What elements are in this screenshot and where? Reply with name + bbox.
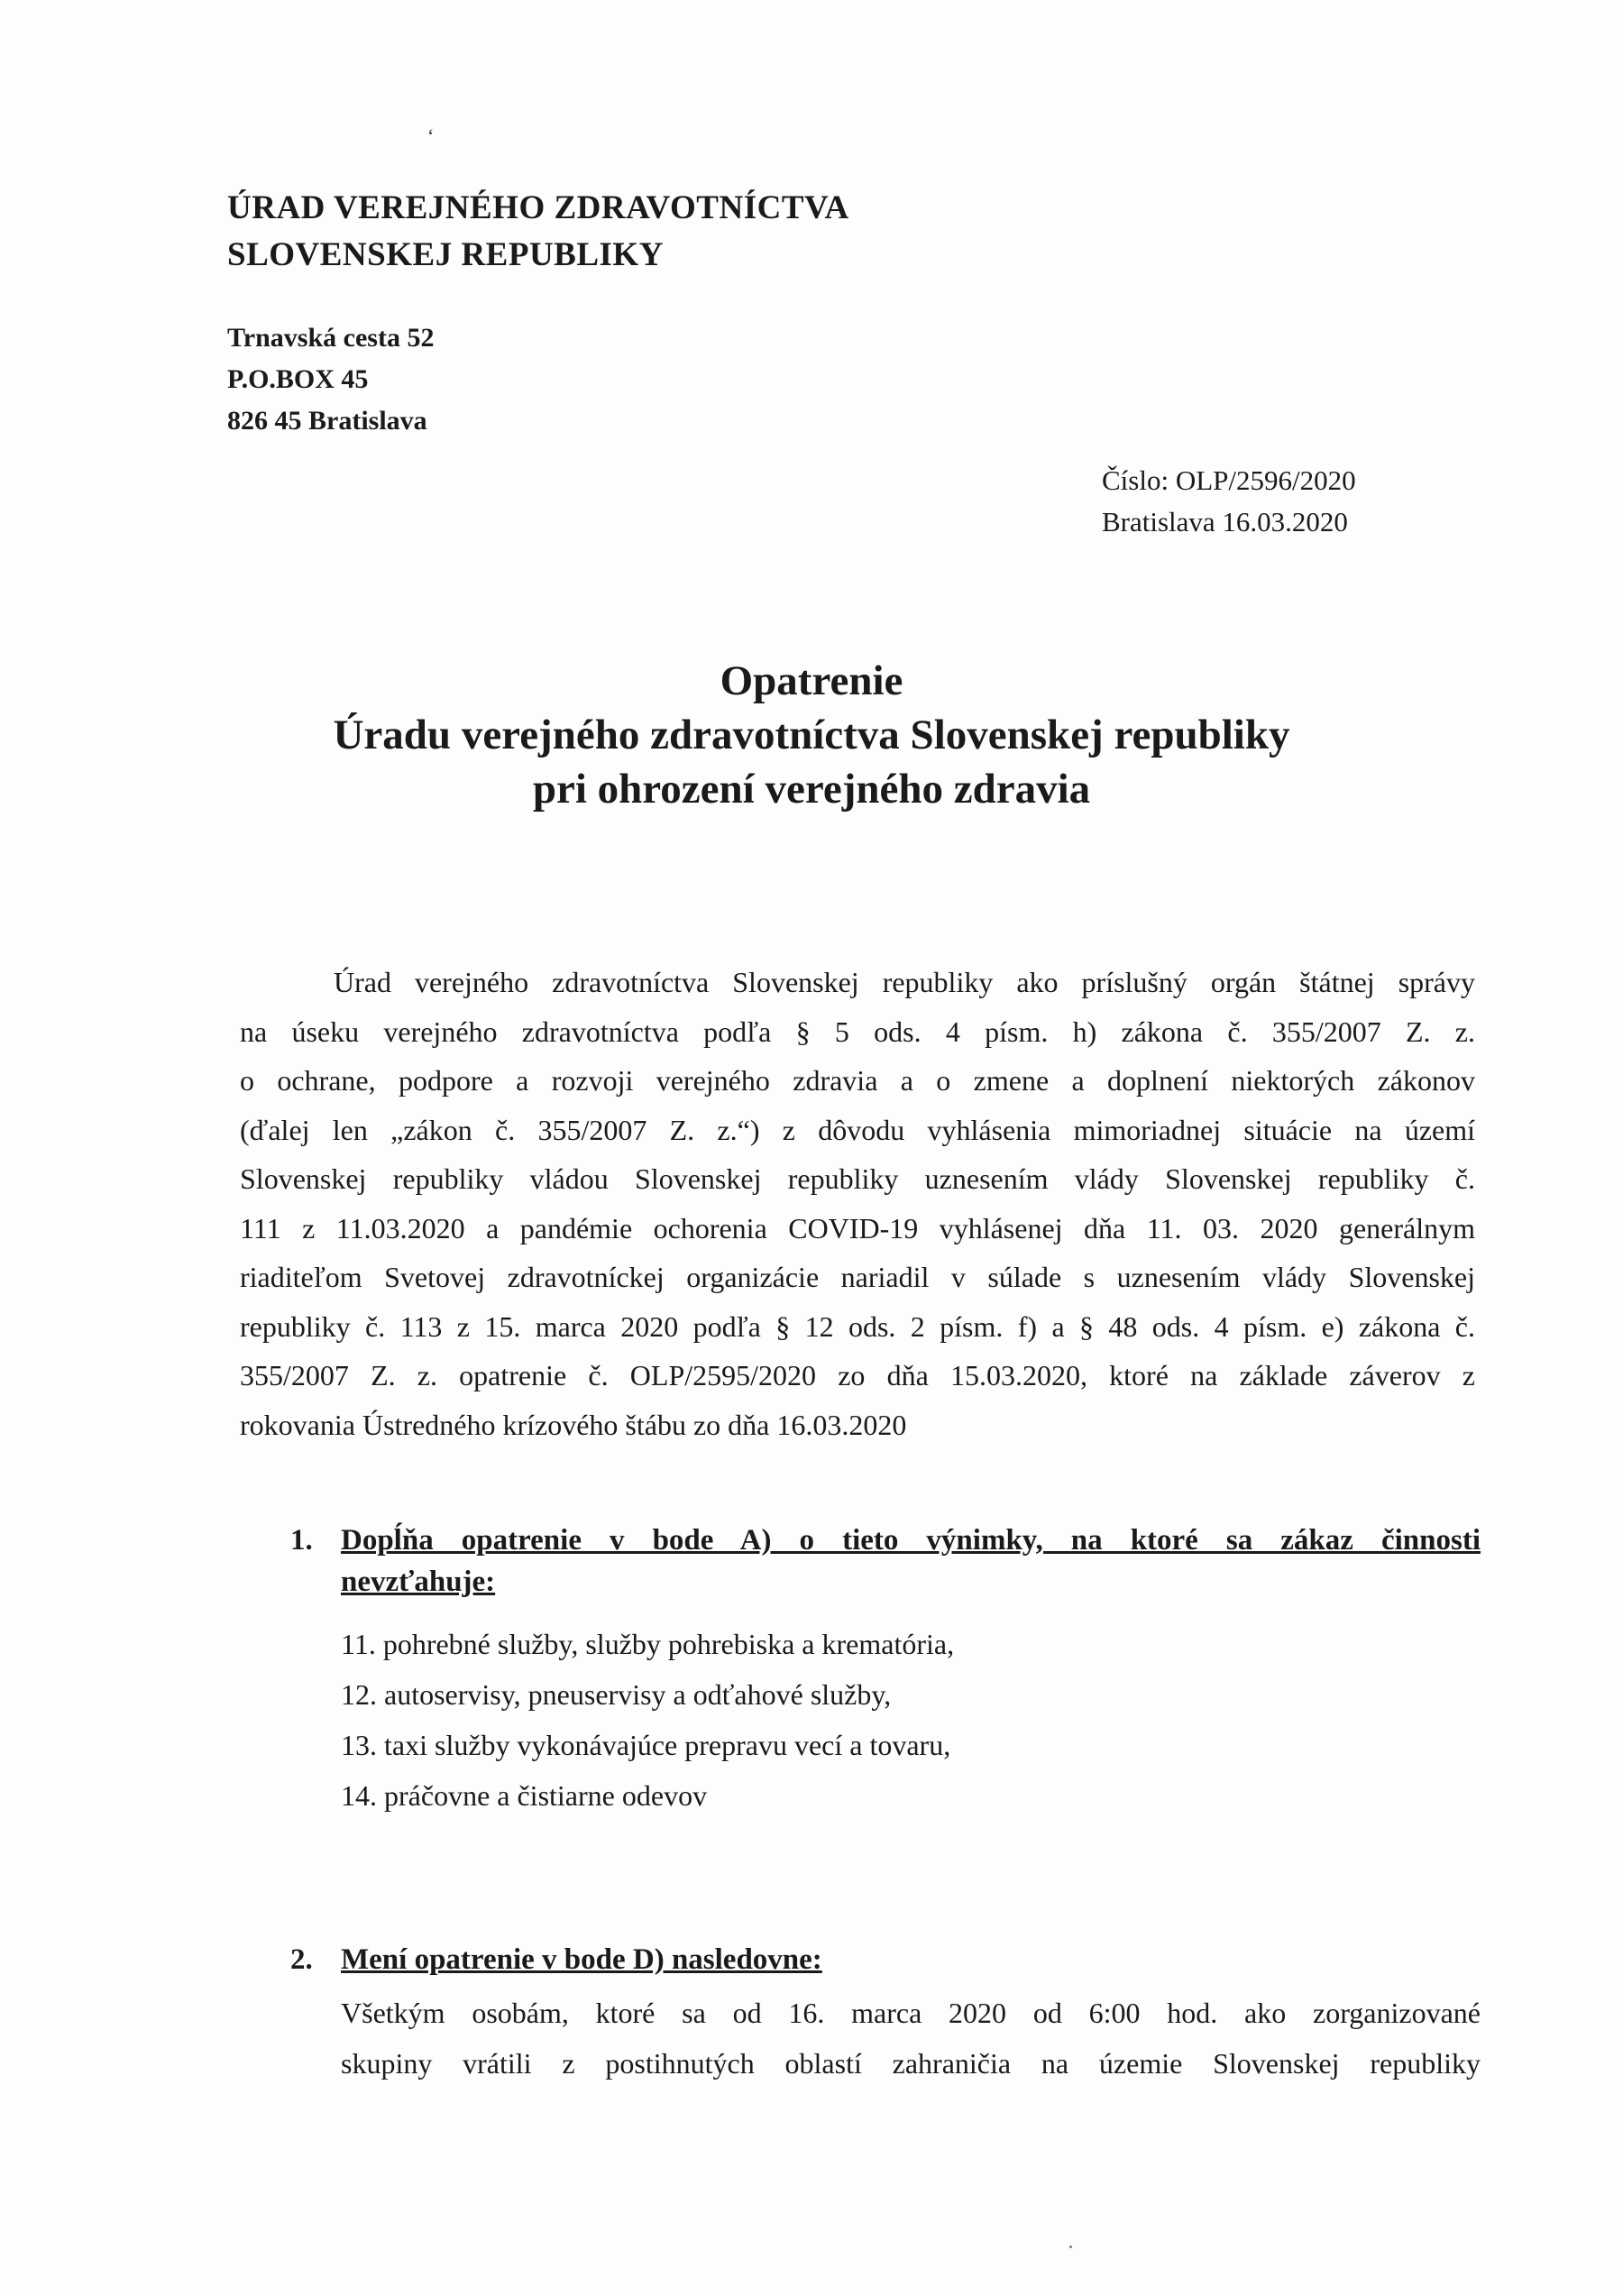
scan-dot-artifact xyxy=(1069,2245,1072,2248)
intro-line: na úseku verejného zdravotníctva podľa § 5 ods. 4 písm. h) zákona č. 355/2007 Z. z. xyxy=(240,1015,1475,1048)
section-2-heading xyxy=(341,1939,1481,1980)
intro-line: 111 z 11.03.2020 a pandémie ochorenia COVID-19 vyhlásenej dňa 11. 03. 2020 generálnym xyxy=(240,1211,1475,1244)
reference-block xyxy=(1102,460,1356,543)
address-street: Trnavská cesta 52 xyxy=(227,323,435,353)
list-item: 14. práčovne a čistiarne odevov xyxy=(341,1779,708,1812)
address-pobox: P.O.BOX 45 xyxy=(227,364,369,394)
intro-line: 355/2007 Z. z. opatrenie č. OLP/2595/2020 zo dňa 15.03.2020, ktoré na základe záverov z xyxy=(240,1359,1475,1391)
list-item: 13. taxi služby vykonávajúce prepravu vecí a tovaru, xyxy=(341,1729,951,1761)
agency-address xyxy=(227,317,434,442)
section-2-text xyxy=(341,1988,1481,2089)
section-2-heading-text: Mení opatrenie v bode D) nasledovne: xyxy=(341,1943,822,1976)
intro-line: riaditeľom Svetovej zdravotníckej organizácie nariadil v súlade s uznesením vlády Slovenskej xyxy=(240,1261,1475,1293)
agency-name-line1: ÚRAD VEREJNÉHO ZDRAVOTNÍCTVA xyxy=(227,189,849,226)
section-2-line: Všetkým osobám, ktoré sa od 16. marca 2020 od 6:00 hod. ako zorganizované xyxy=(341,1997,1481,2029)
section-2-number: 2. xyxy=(290,1943,313,1976)
intro-line: Slovenskej republiky vládou Slovenskej republiky uznesením vlády Slovenskej republiky č. xyxy=(240,1162,1475,1195)
reference-number: Číslo: OLP/2596/2020 xyxy=(1102,464,1356,496)
section-1-heading-line2: nevzťahuje: xyxy=(341,1566,496,1598)
address-city: 826 45 Bratislava xyxy=(227,406,427,436)
section-1-heading-line1: Dopĺňa opatrenie v bode A) o tieto výnimky, na ktoré sa zákaz činnosti xyxy=(341,1524,1481,1557)
scan-artifact-mark: ‘ xyxy=(427,124,435,147)
agency-name-line2: SLOVENSKEJ REPUBLIKY xyxy=(227,236,664,273)
section-1-heading xyxy=(341,1520,1481,1603)
document-title xyxy=(162,654,1461,816)
intro-line: republiky č. 113 z 15. marca 2020 podľa § 12 ods. 2 písm. f) a § 48 ods. 4 písm. e) zákona č. xyxy=(240,1309,1475,1343)
intro-line: Úrad verejného zdravotníctva Slovenskej republiky ako príslušný orgán štátnej správy xyxy=(334,966,1475,998)
section-2-line: skupiny vrátili z postihnutých oblastí zahraničia na územie Slovenskej republiky xyxy=(341,2047,1481,2080)
intro-line: rokovania Ústredného krízového štábu zo dňa 16.03.2020 xyxy=(240,1408,907,1441)
title-line2: Úradu verejného zdravotníctva Slovenskej republiky xyxy=(333,712,1290,758)
intro-line: o ochrane, podpore a rozvoji verejného zdravia a o zmene a doplnení niektorých zákonov xyxy=(240,1064,1475,1097)
section-1-number: 1. xyxy=(290,1524,313,1557)
title-line3: pri ohrození verejného zdravia xyxy=(532,766,1091,813)
title-line1: Opatrenie xyxy=(720,657,903,704)
list-item: 12. autoservisy, pneuservisy a odťahové služby, xyxy=(341,1678,892,1711)
agency-name xyxy=(227,185,849,279)
list-item: 11. pohrebné služby, služby pohrebiska a krematória, xyxy=(341,1628,955,1660)
intro-paragraph xyxy=(240,958,1475,1449)
reference-place-date: Bratislava 16.03.2020 xyxy=(1102,506,1348,537)
exemption-list xyxy=(341,1619,954,1821)
intro-line: (ďalej len „zákon č. 355/2007 Z. z.“) z dôvodu vyhlásenia mimoriadnej situácie na území xyxy=(240,1113,1475,1146)
